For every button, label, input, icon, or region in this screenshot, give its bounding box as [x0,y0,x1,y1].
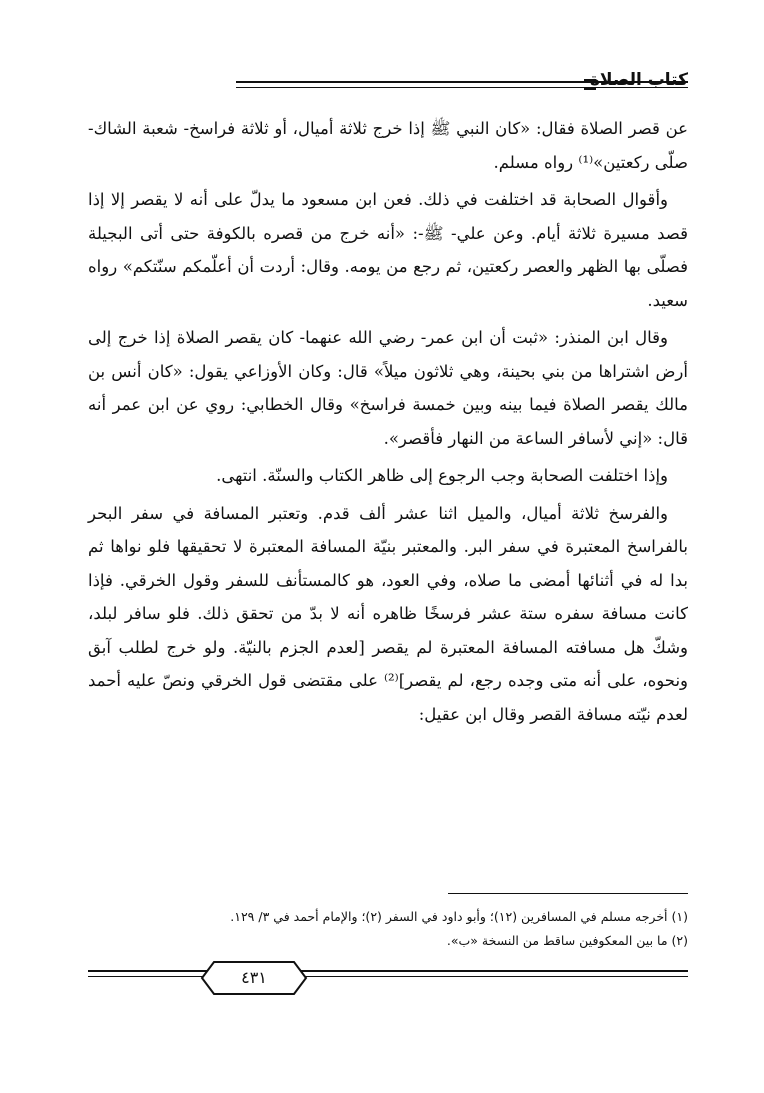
page-number: ٤٣١ [241,968,267,987]
body-text [88,112,688,735]
footnotes [88,905,688,953]
footer-rule [88,976,688,977]
paragraph: والفرسخ ثلاثة أميال، والميل اثنا عشر ألف قدم. وتعتبر المسافة في سفر البحر بالفراسخ المعتبرة في سفر البر. والمعتبر بنيّة المسافة المعتبرة لا تحقيقها فلو نواها ثم بدا له في أثنائها أمضى ما صلاه، وفي العود، هو كالمستأنف للسفر وقول الخرقي. فإذا كانت مسافة سفره ستة عشر فرسخًا ظاهره أنه لا بدّ من تحقق ذلك. فلو سافر لبلد، وشكّ هل مسافته المسافة المعتبرة لم يقصر [لعدم الجزم بالنيّة. ولو خرج لطلب آبق ونحوه، على أنه متى وجده رجع، لم يقصر]⁽²⁾ على مقتضى قول الخرقي ونصّ عليه أحمد لعدم نيّته مسافة القصر وقال ابن عقيل: [88,503,688,724]
footnote: (٢) ما بين المعكوفين ساقط من النسخة «ب». [446,933,688,948]
paragraph: عن قصر الصلاة فقال: «كان النبي ﷺ إذا خرج ثلاثة أميال، أو ثلاثة فراسخ- شعبة الشاك- صلّى ركعتين»⁽¹⁾ رواه مسلم. [88,119,688,172]
page-footer [88,960,688,1000]
paragraph: وأقوال الصحابة قد اختلفت في ذلك. فعن ابن مسعود ما يدلّ على أنه لا يقصر إلا إذا قصد مسيرة ثلاثة أيام. وعن علي- ﷺ-: «أنه خرج من قصره بالكوفة حتى أتى البجيلة فصلّى بها الظهر والعصر ركعتين، ثم رجع من يومه. وقال: أردت أن أعلّمكم سنّتكم» رواه سعيد. [88,190,688,310]
footer-rule [88,970,688,972]
page-number-box [200,960,308,996]
footnote: (١) أخرجه مسلم في المسافرين (١٢)؛ وأبو داود في السفر (٢)؛ والإمام أحمد في ٣/ ١٢٩. [230,909,688,924]
paragraph: وإذا اختلفت الصحابة وجب الرجوع إلى ظاهر الكتاب والسنّة. انتهى. [216,466,668,485]
header-title: كتاب الصلاة [589,70,688,90]
running-header [88,70,688,94]
footnote-separator [448,893,688,894]
paragraph: وقال ابن المنذر: «ثبت أن ابن عمر- رضي الله عنهما- كان يقصر الصلاة إذا خرج إلى أرض اشتراها من بني بحينة، وهي ثلاثون ميلاً» قال: وكان الأوزاعي يقول: «كان أنس بن مالك يقصر الصلاة فيما بينه وبين خمسة فراسخ» وقال الخطابي: روي عن ابن عمر أنه قال: «إني لأسافر الساعة من النهار فأقصر». [88,328,688,448]
